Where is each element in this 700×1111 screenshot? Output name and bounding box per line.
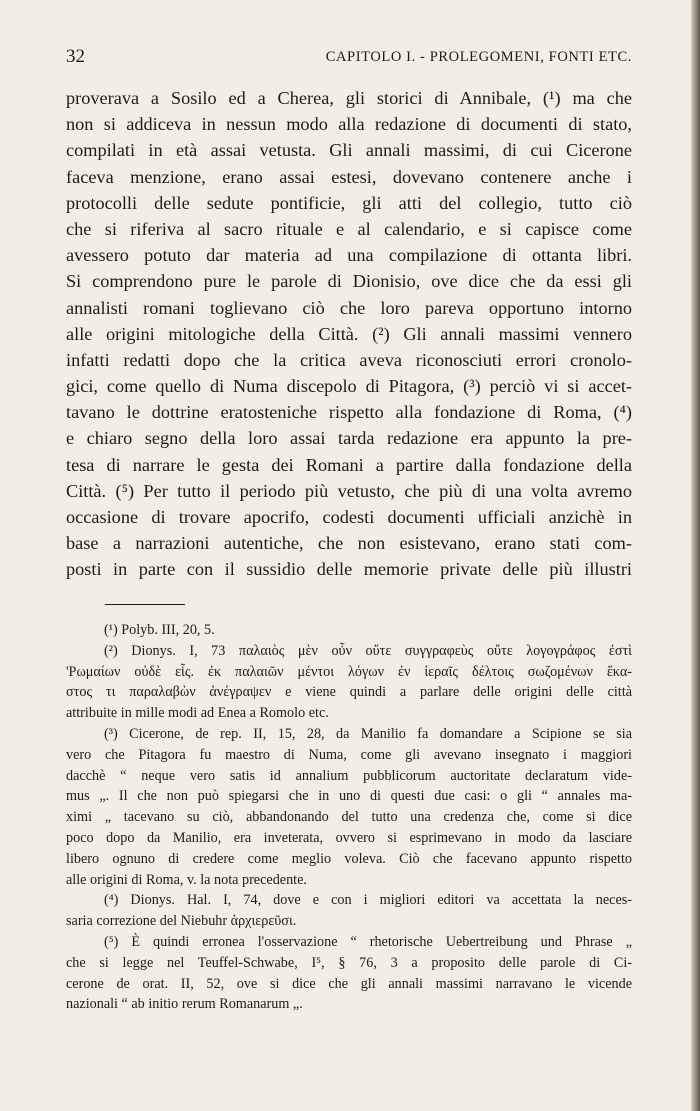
body-line: che si riferiva al sacro rituale e al calendario, e si capisce come <box>66 218 632 239</box>
footnote-line: (¹) Polyb. III, 20, 5. <box>104 622 215 638</box>
body-line: posti in parte con il sussidio delle memorie private delle più illustri <box>66 559 632 580</box>
footnote-line: vero che Pitagora fu maestro di Numa, come gli avevano insegnato i maggiori <box>66 746 632 763</box>
footnote-line: poco dopo da Manilio, era inveterata, ovvero si esprimevano in modo da lasciare <box>66 829 632 846</box>
footnote-line: alle origini di Roma, v. la nota precedente. <box>66 871 307 888</box>
body-text <box>66 85 632 583</box>
body-line: e chiaro segno della loro assai tarda redazione era appunto la pre- <box>66 428 632 449</box>
body-line: base a narrazioni autentiche, che non esistevano, erano stati com- <box>66 533 632 554</box>
footnote-line: στος τι παραλαβὼν ἀνέγραψεν e viene quindi a parlare delle origini delle città <box>66 684 632 701</box>
footnote-line: che si legge nel Teuffel-Schwabe, I⁵, § 76, 3 a proposito delle parole di Ci- <box>66 954 632 971</box>
page-header <box>66 46 632 70</box>
footnote-line: saria correzione del Niebuhr ἀρχιερεῦσι. <box>66 913 297 930</box>
footnote-line: cerone de orat. II, 52, ove si dice che gli annali massimi narravano le vicende <box>66 975 632 992</box>
body-line: avessero potuto dar materia ad una compilazione di ottanta libri. <box>66 245 632 266</box>
body-line: faceva menzione, erano assai estesi, dovevano contenere anche i <box>66 166 632 187</box>
body-line: infatti redatti dopo che la critica aveva riconosciuti errori cronolo- <box>66 349 632 370</box>
body-line: alle origini mitologiche della Città. (²) Gli annali massimi vennero <box>66 323 632 344</box>
page-number: 32 <box>66 46 85 67</box>
footnote-line: ximi „ tacevano su ciò, abbandonando del tutto una credenza che, come si dice <box>66 809 632 826</box>
footnote-line: 'Ρωμαίων οὐδὲ εἷς. ἐκ παλαιῶν μέντοι λόγων ἐν ἱεραῖς δέλτοις σωζομένων ἕκα- <box>66 663 632 680</box>
footnote-line: (²) Dionys. I, 73 παλαιὸς μὲν οὖν οὔτε συγγραφεὺς οὔτε λογογράφος ἐστὶ <box>104 642 632 659</box>
footnote-line: nazionali “ ab initio rerum Romanarum „. <box>66 996 303 1013</box>
body-line: occasione di trovare apocrifo, codesti documenti ufficiali anzichè in <box>66 507 632 527</box>
body-line: compilati in età assai vetusta. Gli annali massimi, di cui Cicerone <box>66 140 632 161</box>
body-line: annalisti romani toglievano ciò che loro pareva opportuno intorno <box>66 297 632 318</box>
footnote-line: (⁵) È quindi erronea l'osservazione “ rhetorische Uebertreibung und Phrase „ <box>104 933 632 950</box>
body-line: non si addiceva in nessun modo alla redazione di documenti di stato, <box>66 114 632 135</box>
body-line: Si comprendono pure le parole di Dionisio, ove dice che da essi gli <box>66 271 632 292</box>
footnote-line: libero ognuno di credere come meglio voleva. Ciò che facevano appunto rispetto <box>66 850 632 867</box>
footnote-line: (³) Cicerone, de rep. II, 15, 28, da Manilio fa domandare a Scipione se sia <box>104 725 632 742</box>
footnotes <box>66 620 632 1015</box>
running-head: CAPITOLO I. - PROLEGOMENI, FONTI ETC. <box>325 49 632 65</box>
body-line: Città. (⁵) Per tutto il periodo più vetusto, che più di una volta avremo <box>66 480 632 501</box>
footnote-line: attribuite in mille modi ad Enea a Romolo etc. <box>66 705 329 722</box>
body-line: gici, come quello di Numa discepolo di Pitagora, (³) perciò vi si accet- <box>66 376 632 397</box>
footnote-separator <box>105 604 185 605</box>
footnote-line: mus „. Il che non può spiegarsi che in uno di questi due casi: o gli “ annales ma- <box>66 788 632 805</box>
body-line: proverava a Sosilo ed a Cherea, gli storici di Annibale, (¹) ma che <box>66 88 632 108</box>
body-line: tesa di narrare le gesta dei Romani a partire dalla fondazione della <box>66 454 632 475</box>
page-edge <box>691 0 700 1111</box>
footnote-line: dacchè “ neque vero satis id annalium pubblicorum auctoritate declaratum vide- <box>66 767 632 784</box>
body-line: tavano le dottrine eratosteniche rispetto alla fondazione di Roma, (⁴) <box>66 402 632 423</box>
body-line: protocolli delle sedute pontificie, gli atti del collegio, tutto ciò <box>66 192 632 213</box>
footnote-line: (⁴) Dionys. Hal. I, 74, dove e con i migliori editori va accettata la neces- <box>104 892 632 909</box>
